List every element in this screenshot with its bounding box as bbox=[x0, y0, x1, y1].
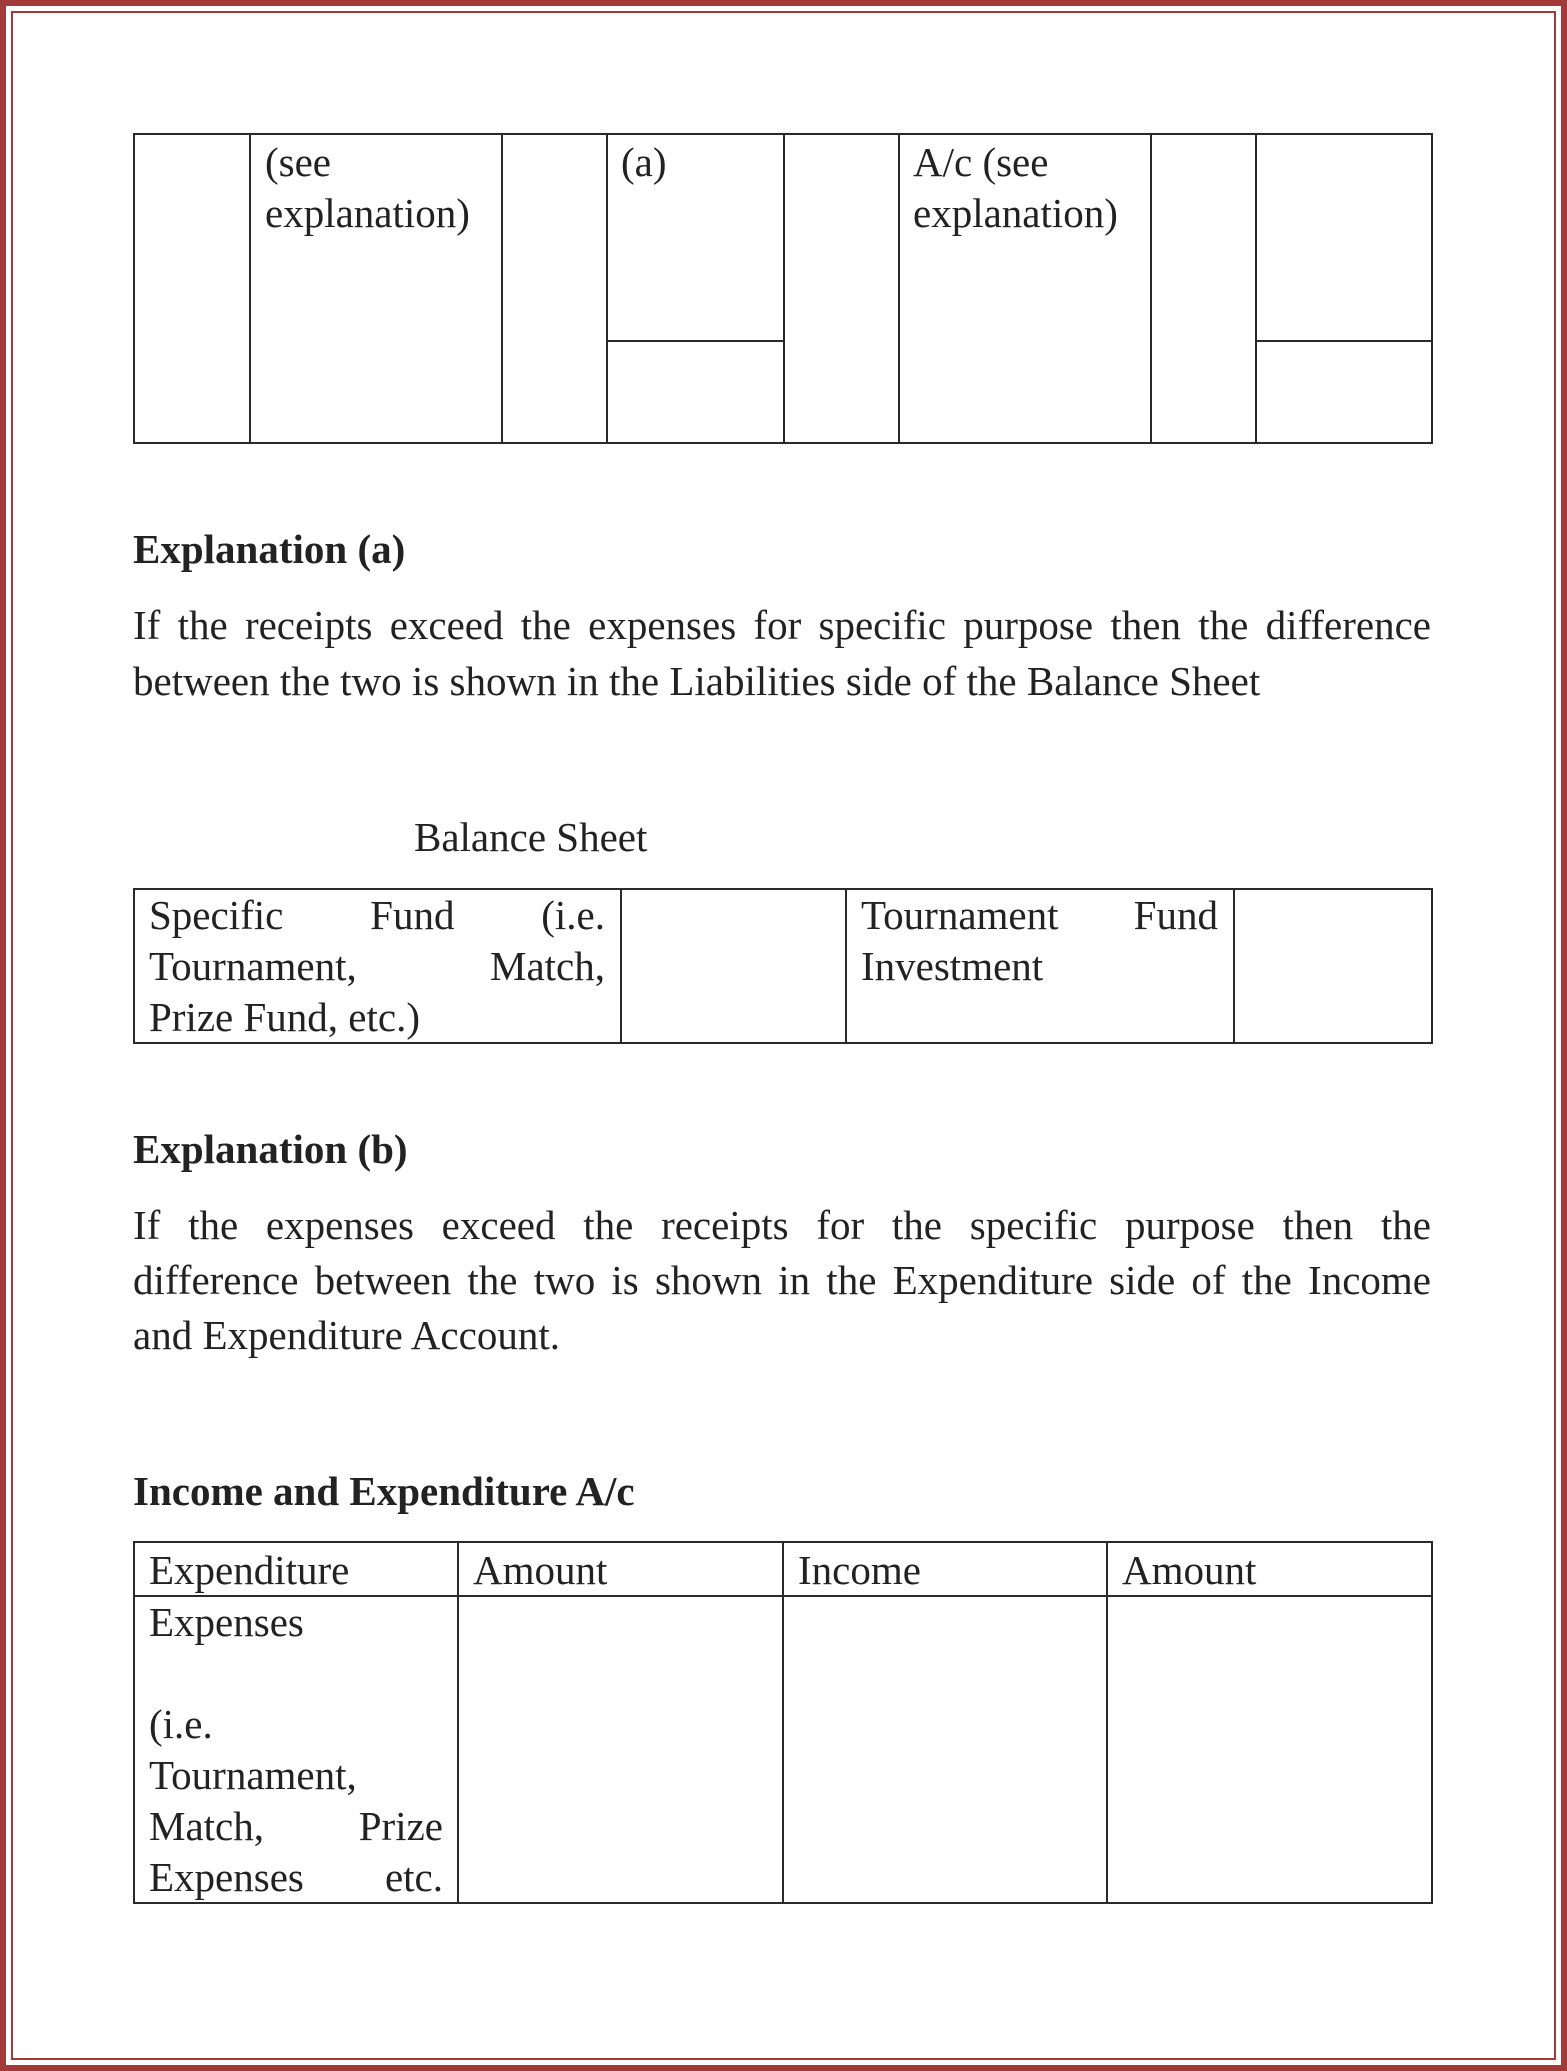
explanation-b-line2: difference between the two is shown in the Expenditure side of the Income bbox=[133, 1257, 1431, 1303]
header-amount-left: Amount bbox=[473, 1547, 608, 1593]
top-table-col4-text: (a) bbox=[621, 139, 667, 185]
explanation-a-heading: Explanation (a) bbox=[133, 526, 406, 572]
explanation-b-heading: Explanation (b) bbox=[133, 1126, 408, 1172]
header-expenditure: Expenditure bbox=[149, 1547, 350, 1593]
explanation-a-line1: If the receipts exceed the expenses for specific purpose then the difference bbox=[133, 602, 1431, 648]
top-table-col6-text: A/c (see explanation) bbox=[913, 139, 1118, 236]
header-income: Income bbox=[798, 1547, 921, 1593]
explanation-b-line1: If the expenses exceed the receipts for the specific purpose then the bbox=[133, 1202, 1431, 1248]
expenditure-expenses-cell: Expenses (i.e. Tournament, Match, Prize Expenses etc. bbox=[149, 1599, 443, 1900]
header-amount-right: Amount bbox=[1122, 1547, 1257, 1593]
income-expenditure-title: Income and Expenditure A/c bbox=[133, 1468, 635, 1514]
top-table-col2-text: (see explanation) bbox=[265, 139, 470, 236]
explanation-b-line3: and Expenditure Account. bbox=[133, 1312, 560, 1358]
explanation-a-line2: between the two is shown in the Liabilities side of the Balance Sheet bbox=[133, 658, 1261, 704]
balance-sheet-left-cell: Specific Fund (i.e. Tournament, Match, Prize Fund, etc.) bbox=[149, 892, 605, 1040]
balance-sheet-title: Balance Sheet bbox=[414, 814, 648, 860]
balance-sheet-right-cell: Tournament Fund Investment bbox=[861, 892, 1218, 989]
